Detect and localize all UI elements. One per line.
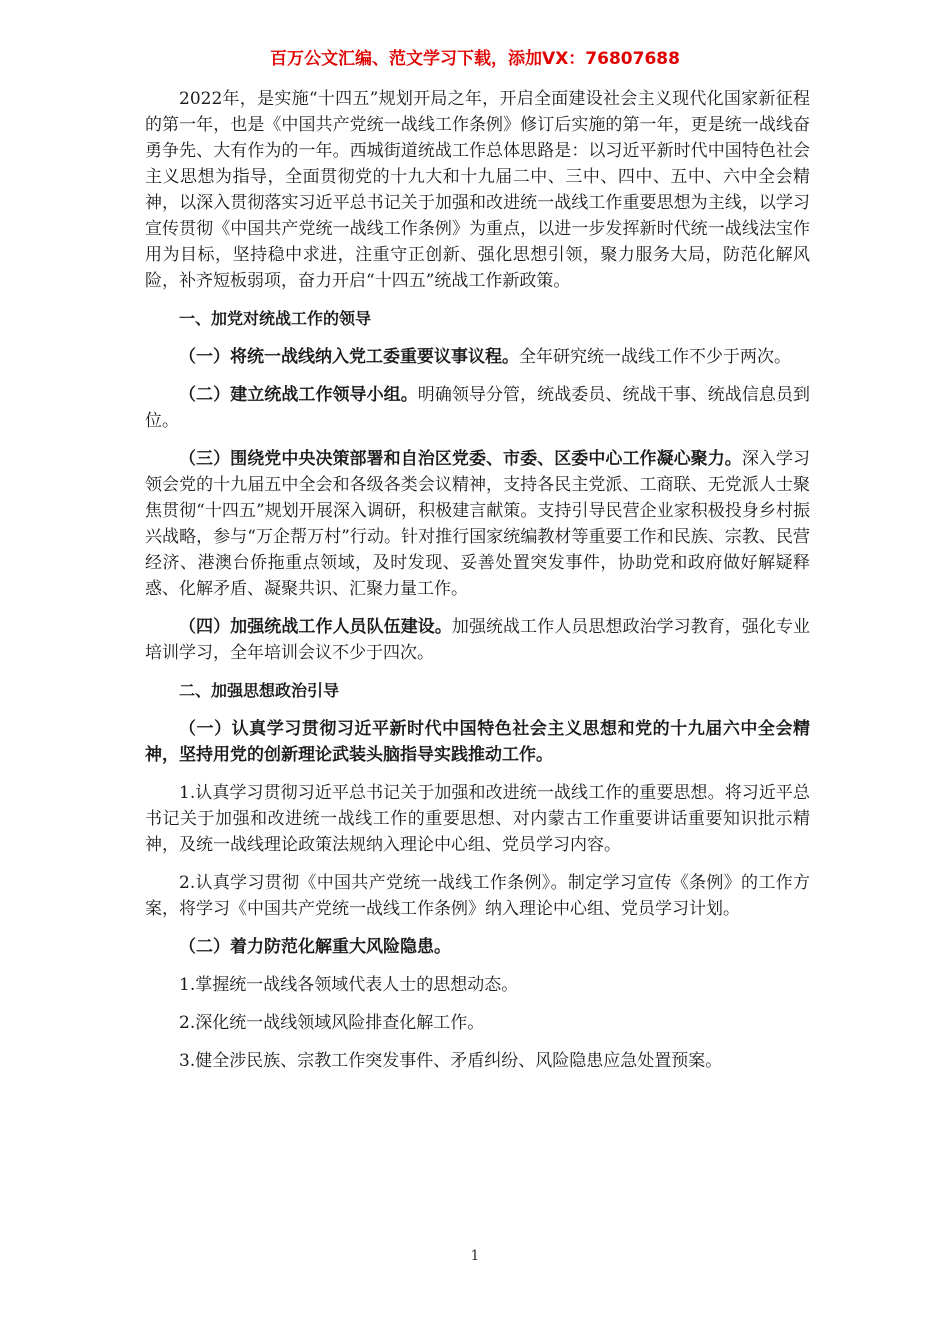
section-heading-2: 二、加强思想政治引导 [179, 681, 340, 700]
item-body: 全年研究统一战线工作不少于两次。 [519, 347, 791, 367]
page-number: 1 [470, 1248, 480, 1264]
item-lead: （三）围绕党中央决策部署和自治区党委、市委、区委中心工作凝心聚力。 [179, 449, 742, 469]
item-lead: （一）将统一战线纳入党工委重要议事议程。 [179, 347, 519, 367]
section2-sub2-point-2: 2.深化统一战线领域风险排查化解工作。 [179, 1013, 485, 1033]
item-body: 明确领导分管，统战委员、统战干事、统战信息员到位。 [145, 385, 811, 431]
document-body [145, 86, 810, 1086]
watermark-header: 百万公文汇编、范文学习下载，添加VX：76807688 [270, 49, 680, 69]
item-lead: （二）建立统战工作领导小组。 [179, 385, 418, 405]
section1-item-4 [145, 614, 810, 666]
section1-item-3 [145, 446, 810, 602]
section2-sub2-point-3: 3.健全涉民族、宗教工作突发事件、矛盾纠纷、风险隐患应急处置预案。 [179, 1051, 723, 1071]
intro-paragraph: 2022年，是实施“十四五”规划开局之年，开启全面建设社会主义现代化国家新征程的第一年，也是《中国共产党统一战线工作条例》修订后实施的第一年，更是统一战线奋勇争先、大有作为的一年。西城街道统战工作总体思路是：以习近平新时代中国特色社会主义思想为指导，全面贯彻党的十九大和十九届二中、三中、四中、五中、六中全会精神，以深入贯彻落实习近平总书记关于加强和改进统一战线工作重要思想为主线，以学习宣传贯彻《中国共产党统一战线工作条例》为重点，以进一步发挥新时代统一战线法宝作用为目标，坚持稳中求进，注重守正创新、强化思想引领，聚力服务大局，防范化解风险，补齐短板弱项，奋力开启“十四五”统战工作新政策。 [145, 89, 810, 291]
section2-sub2-point-1: 1.掌握统一战线各领域代表人士的思想动态。 [179, 975, 519, 995]
item-lead: （四）加强统战工作人员队伍建设。 [179, 617, 452, 637]
section2-sub2-heading: （二）着力防范化解重大风险隐患。 [179, 937, 451, 957]
section1-item-1 [145, 344, 810, 370]
item-body: 深入学习领会党的十九届五中全会和各级各类会议精神，支持各民主党派、工商联、无党派人士聚焦贯彻“十四五”规划开展深入调研，积极建言献策。支持引导民营企业家积极投身乡村振兴战略，参与“万企帮万村”行动。针对推行国家统编教材等重要工作和民族、宗教、民营经济、港澳台侨拖重点领域，及时发现、妥善处置突发事件，协助党和政府做好解疑释惑、化解矛盾、凝聚共识、汇聚力量工作。 [145, 449, 811, 599]
section1-item-2 [145, 382, 810, 434]
section-heading-1: 一、加党对统战工作的领导 [179, 309, 372, 328]
item-body: 加强统战工作人员思想政治学习教育，强化专业培训学习，全年培训会议不少于四次。 [145, 617, 811, 663]
section2-sub1-point-2: 2.认真学习贯彻《中国共产党统一战线工作条例》。制定学习宣传《条例》的工作方案，将学习《中国共产党统一战线工作条例》纳入理论中心组、党员学习计划。 [145, 873, 810, 919]
section2-sub1-heading: （一）认真学习贯彻习近平新时代中国特色社会主义思想和党的十九届六中全会精神，坚持用党的创新理论武装头脑指导实践推动工作。 [145, 719, 810, 765]
section2-sub1-point-1: 1.认真学习贯彻习近平总书记关于加强和改进统一战线工作的重要思想。将习近平总书记关于加强和改进统一战线工作的重要思想、对内蒙古工作重要讲话重要知识批示精神，及统一战线理论政策法规纳入理论中心组、党员学习内容。 [145, 783, 810, 855]
